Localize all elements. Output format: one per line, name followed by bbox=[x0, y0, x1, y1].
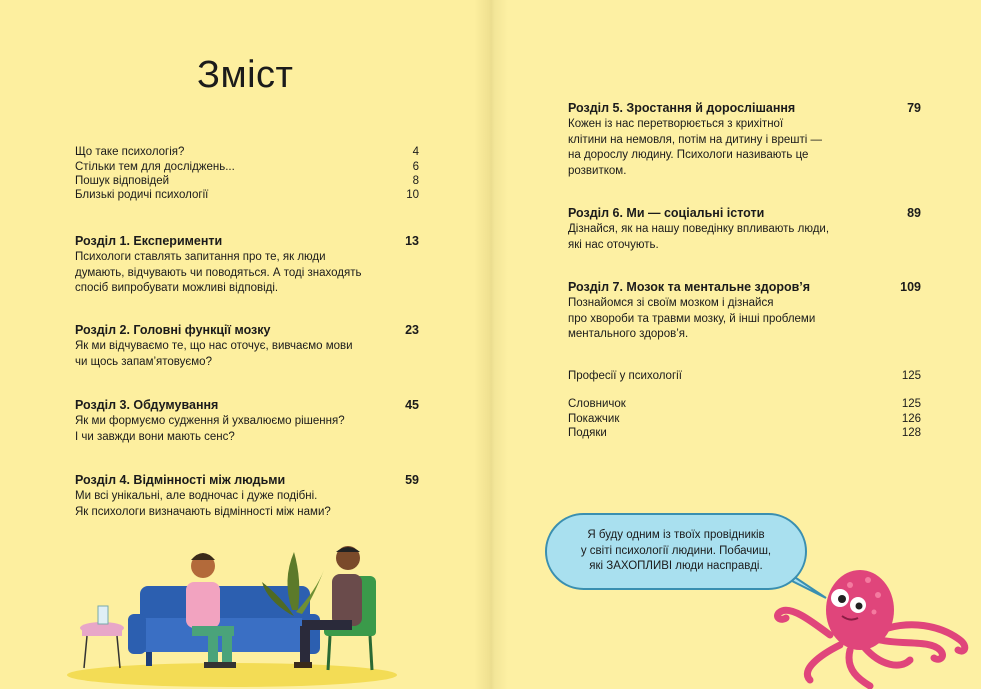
chapter-2-section[interactable] bbox=[75, 322, 419, 370]
description-line: спосіб випробувати можливі відповіді. bbox=[75, 282, 279, 294]
bubble-line: які ЗАХОПЛИВІ люди насправді. bbox=[589, 560, 763, 573]
description-line: розвитком. bbox=[568, 164, 627, 177]
toc-entry-label: Стільки тем для досліджень... bbox=[75, 161, 235, 173]
toc-entry-label: Подяки bbox=[568, 427, 607, 439]
toc-entry-page: 126 bbox=[901, 413, 921, 425]
toc-entry-label: Покажчик bbox=[568, 413, 620, 425]
bubble-line: у світі психології людини. Побачиш, bbox=[580, 544, 772, 557]
contents-title: Зміст bbox=[197, 54, 294, 96]
chapter-description bbox=[568, 117, 921, 179]
chapter-4-section[interactable] bbox=[75, 472, 419, 520]
description-line: ментального здоров’я. bbox=[568, 328, 689, 340]
description-line: чи щось запам’ятовуємо? bbox=[75, 355, 212, 368]
chapter-title: Розділ 7. Мозок та ментальне здоров’я bbox=[568, 280, 811, 294]
description-line: Психологи ставлять запитання про те, як люди bbox=[75, 251, 326, 263]
chapter-page: 13 bbox=[405, 234, 419, 248]
chapter-page: 79 bbox=[907, 101, 921, 115]
description-line: про хвороби та травми мозку, й інші проблеми bbox=[568, 312, 816, 325]
toc-entry[interactable] bbox=[75, 188, 419, 203]
chapter-page: 23 bbox=[405, 323, 419, 337]
chapter-title: Розділ 3. Обдумування bbox=[75, 398, 219, 412]
description-line: на дорослу людину. Психологи називають це bbox=[568, 149, 809, 161]
chapter-description bbox=[75, 250, 419, 297]
octopus-illustration bbox=[770, 550, 980, 689]
chapter-description bbox=[568, 222, 921, 253]
chapter-title: Розділ 1. Експерименти bbox=[75, 234, 223, 248]
description-line: думають, відчувають чи поводяться. А тоді знаходять bbox=[75, 266, 362, 279]
toc-entry-page: 6 bbox=[412, 161, 419, 173]
toc-entry[interactable] bbox=[568, 426, 921, 441]
toc-entry-label: Що таке психологія? bbox=[75, 146, 185, 158]
description-line: Кожен із нас перетворюється з крихітної bbox=[568, 118, 784, 130]
description-line: Як психологи визначають відмінності між нами? bbox=[75, 505, 331, 518]
toc-entry[interactable] bbox=[75, 160, 419, 175]
description-line: які нас оточують. bbox=[568, 238, 659, 251]
chapter-page: 109 bbox=[900, 280, 921, 294]
chapter-title: Розділ 2. Головні функції мозку bbox=[75, 323, 271, 337]
toc-entry[interactable] bbox=[568, 412, 921, 427]
chapter-6-section[interactable] bbox=[568, 205, 921, 253]
description-line: клітини на немовля, потім на дитину і врешті — bbox=[568, 133, 822, 146]
chapter-description bbox=[75, 489, 419, 520]
chapter-1-section[interactable] bbox=[75, 233, 419, 297]
toc-entry-label: Професії у психології bbox=[568, 370, 682, 382]
side-table-icon bbox=[80, 606, 124, 668]
chapter-page: 45 bbox=[405, 398, 419, 412]
toc-entry[interactable] bbox=[568, 397, 921, 412]
chapter-7-section[interactable] bbox=[568, 279, 921, 343]
description-line: Як ми формуємо судження й ухвалюємо рішення? bbox=[75, 415, 345, 427]
chapter-title: Розділ 4. Відмінності між людьми bbox=[75, 473, 286, 487]
chapter-description bbox=[75, 339, 419, 370]
toc-entry-label: Словничок bbox=[568, 398, 626, 410]
toc-entry-page: 125 bbox=[901, 370, 921, 382]
toc-entry-label: Близькі родичі психології bbox=[75, 189, 209, 201]
chapter-page: 89 bbox=[907, 206, 921, 220]
chapter-description bbox=[568, 296, 921, 343]
chapter-description bbox=[75, 414, 419, 445]
toc-entry-page: 8 bbox=[412, 175, 419, 187]
description-line: Познайомся зі своїм мозком і дізнайся bbox=[568, 297, 774, 309]
toc-entry-page: 4 bbox=[412, 146, 419, 158]
toc-entry-page: 125 bbox=[901, 398, 921, 410]
chapter-3-section[interactable] bbox=[75, 397, 419, 445]
description-line: Як ми відчуваємо те, що нас оточує, вивчаємо мови bbox=[75, 340, 353, 352]
therapy-scene-illustration bbox=[62, 540, 402, 689]
speech-bubble bbox=[545, 513, 807, 590]
description-line: Ми всі унікальні, але водночас і дуже подібні. bbox=[75, 490, 318, 502]
chapter-page: 59 bbox=[405, 473, 419, 487]
toc-entry[interactable] bbox=[568, 369, 921, 384]
toc-entry[interactable] bbox=[75, 145, 419, 160]
description-line: І чи завжди вони мають сенс? bbox=[75, 430, 235, 443]
chapter-title: Розділ 6. Ми — соціальні істоти bbox=[568, 206, 765, 220]
toc-entry-page: 10 bbox=[406, 189, 419, 201]
description-line: Дізнайся, як на нашу поведінку впливають люди, bbox=[568, 223, 830, 235]
bubble-line: Я буду одним із твоїх провідників bbox=[587, 529, 765, 542]
book-gutter bbox=[474, 0, 508, 689]
chapter-5-section[interactable] bbox=[568, 100, 921, 179]
toc-entry[interactable] bbox=[75, 174, 419, 189]
toc-entry-page: 128 bbox=[901, 427, 921, 439]
toc-entry-label: Пошук відповідей bbox=[75, 175, 170, 187]
chapter-title: Розділ 5. Зростання й дорослішання bbox=[568, 101, 796, 115]
